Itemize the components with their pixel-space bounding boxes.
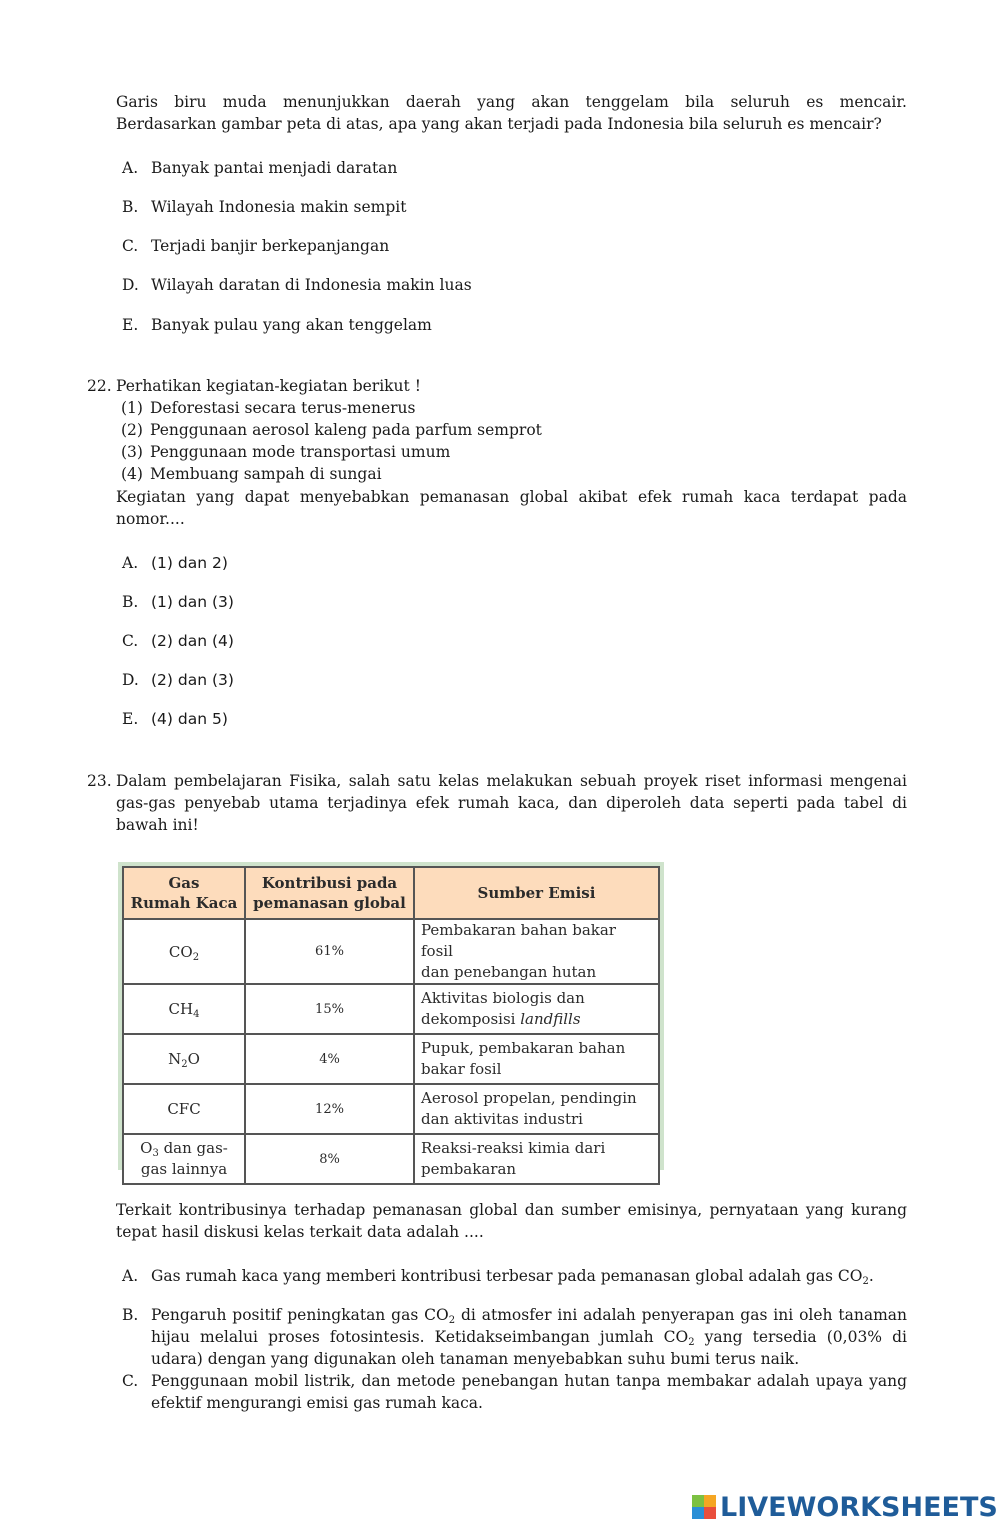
q23-number: 23. [87,772,112,790]
q23-followup-line-2: tepat hasil diskusi kelas terkait data adalah .... [116,1223,484,1241]
q22-question-line-2: nomor.... [116,510,185,528]
q23-text: Dalam pembelajaran Fisika, salah satu kelas melakukan sebuah proyek riset informasi mengenai gas-gas penyebab utama terjadinya efek rumah kaca, dan diperoleh data seperti pada tabel di bawah ini! [116,772,907,834]
gas-cell: $CH_4$ [123,984,245,1034]
header-source: Sumber Emisi [414,867,659,919]
gas-cell: $CO_2$ [123,919,245,984]
q23-option-c[interactable]: C. Penggunaan mobil listrik, dan metode penebangan hutan tanpa membakar adalah upaya yang efektif mengurangi emisi gas rumah kaca. [122,1372,907,1412]
gas-cell: $N_2O$ [123,1034,245,1084]
q22-item-1: (1) Deforestasi secara terus-menerus [121,399,416,417]
q22-option-b[interactable]: B. (1) dan (3) [122,593,234,611]
table-row [123,1034,659,1084]
percent-cell: 15% [245,984,414,1034]
q22-item-3: (3) Penggunaan mode transportasi umum [121,443,451,461]
liveworksheets-logo[interactable] [692,1490,998,1524]
table-header-row [123,867,659,919]
percent-cell: 12% [245,1084,414,1134]
logo-text: LIVEWORKSHEETS [720,1491,998,1523]
gas-cell: CFC [123,1084,245,1134]
header-gas: Gas Rumah Kaca [123,867,245,919]
source-cell: Pembakaran bahan bakar fosil dan penebangan hutan [414,919,659,984]
percent-cell: 4% [245,1034,414,1084]
q22-item-2: (2) Penggunaan aerosol kaleng pada parfum semprot [121,421,542,439]
q22-option-e[interactable]: E. (4) dan 5) [122,710,228,728]
q21-option-a[interactable]: A. Banyak pantai menjadi daratan [122,159,398,177]
q22-prompt: Perhatikan kegiatan-kegiatan berikut ! [116,377,421,395]
q22-number: 22. [87,377,112,395]
q21-option-b[interactable]: B. Wilayah Indonesia makin sempit [122,198,407,216]
percent-cell: 61% [245,919,414,984]
table-row [123,1084,659,1134]
greenhouse-gas-table [122,866,660,1185]
q22-item-4: (4) Membuang sampah di sungai [121,465,382,483]
intro-line-1: Garis biru muda menunjukkan daerah yang akan tenggelam bila seluruh es mencair. [116,93,907,111]
gas-table-frame [118,862,664,1178]
gas-cell: $O_3$ dan gas- gas lainnya [123,1134,245,1184]
q22-option-a[interactable]: A. (1) dan 2) [122,554,228,572]
q21-option-c[interactable]: C. Terjadi banjir berkepanjangan [122,237,390,255]
q21-option-d[interactable]: D. Wilayah daratan di Indonesia makin luas [122,276,472,294]
source-cell: Reaksi-reaksi kimia dari pembakaran [414,1134,659,1184]
liveworksheets-logo-icon [692,1495,716,1519]
source-cell: Pupuk, pembakaran bahan bakar fosil [414,1034,659,1084]
percent-cell: 8% [245,1134,414,1184]
q22-option-c[interactable]: C. (2) dan (4) [122,632,234,650]
table-row [123,1134,659,1184]
source-cell: Aktivitas biologis dan dekomposisi landfills [414,984,659,1034]
q21-option-e[interactable]: E. Banyak pulau yang akan tenggelam [122,316,432,334]
table-row [123,984,659,1034]
q22-option-d[interactable]: D. (2) dan (3) [122,671,234,689]
header-contribution: Kontribusi pada pemanasan global [245,867,414,919]
q23-option-b[interactable]: B. Pengaruh positif peningkatan gas $CO_2$ di atmosfer ini adalah penyerapan gas ini oleh tanaman hijau melalui proses fotosintesis. Ketidakseimbangan jumlah $CO_2$ yang tersedia (0,03% di udara) dengan yang digunakan oleh tanaman menyebabkan suhu bumi terus naik. [122,1306,907,1368]
intro-line-2: Berdasarkan gambar peta di atas, apa yang akan terjadi pada Indonesia bila seluruh es mencair? [116,115,882,133]
source-cell: Aerosol propelan, pendingin dan aktivitas industri [414,1084,659,1134]
q23-option-a[interactable]: A. Gas rumah kaca yang memberi kontribusi terbesar pada pemanasan global adalah gas $CO_2$. [122,1267,874,1287]
q23-followup-line-1: Terkait kontribusinya terhadap pemanasan global dan sumber emisinya, pernyataan yang kurang [116,1201,907,1219]
q22-question-line-1: Kegiatan yang dapat menyebabkan pemanasan global akibat efek rumah kaca terdapat pada [116,488,907,506]
table-row [123,919,659,984]
